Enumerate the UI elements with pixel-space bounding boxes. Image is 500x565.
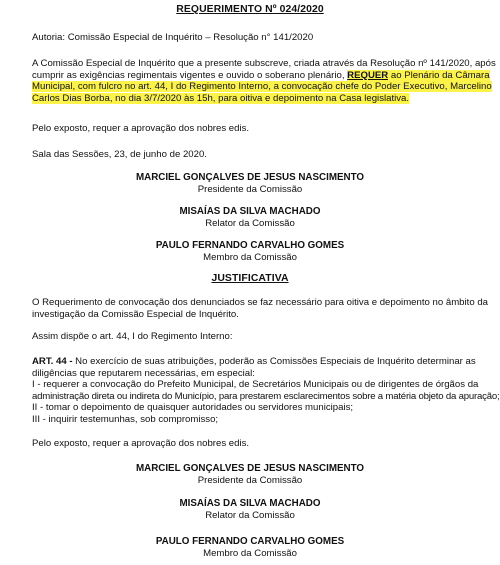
requer-keyword: REQUER — [347, 69, 389, 81]
signature-name-rapporteur: MISAÍAS DA SILVA MACHADO — [179, 206, 321, 217]
article-item-i-cont: administração direta ou indireta do Município, para prestarem esclarecimentos sobre a matéria objeto da apuração; — [32, 390, 500, 402]
article-item-ii: II - tomar o depoimento de quaisquer autoridades ou servidores municipais; — [32, 402, 354, 413]
signature-name-member: PAULO FERNANDO CARVALHO GOMES — [155, 240, 345, 251]
request-highlight-1: ao Plenário da Câmara — [388, 69, 490, 81]
justification-line-1: O Requerimento de convocação dos denunciados se faz necessário para oitiva e depoimento no âmbito da — [32, 297, 488, 308]
signature-role-rapporteur: Relator da Comissão — [205, 218, 295, 229]
session-date: Sala das Sessões, 23, de junho de 2020. — [32, 149, 207, 160]
signature-name-president-2: MARCIEL GONÇALVES DE JESUS NASCIMENTO — [135, 463, 365, 474]
justification-closing: Pelo exposto, requer a aprovação dos nobres edis. — [32, 438, 250, 449]
document-title: REQUERIMENTO Nº 024/2020 — [176, 4, 324, 15]
justification-title: JUSTIFICATIVA — [211, 273, 289, 284]
signature-name-member-2: PAULO FERNANDO CARVALHO GOMES — [155, 536, 345, 547]
article-intro: Assim dispõe o art. 44, I do Regimento Interno: — [32, 331, 233, 342]
justification-paragraph — [32, 297, 488, 320]
article-item-i: I - requerer a convocação do Prefeito Municipal, de Secretários Municipais ou de dirigentes de órgãos da — [32, 379, 479, 390]
request-line-2-text: cumprir as exigências regimentais vigentes e ouvido o soberano plenário, — [32, 69, 348, 81]
request-highlight-2: Municipal, com fulcro no art. 44, I do Regimento Interno, a convocação chefe do Poder Executivo, Marcelino — [32, 81, 492, 92]
article-label: ART. 44 - — [32, 356, 73, 367]
request-line-2 — [32, 69, 490, 82]
article-line-2: diligências que reputarem necessárias, em especial: — [32, 367, 255, 379]
request-highlight-3: Carlos Dias Borba, no dia 3/7/2020 às 15h, para oitiva e depoimento na Casa legislativa. — [32, 92, 410, 104]
signature-role-member: Membro da Comissão — [203, 252, 297, 263]
signature-role-president-2: Presidente da Comissão — [197, 475, 303, 486]
request-line-3 — [32, 81, 492, 93]
article-item-iii: III - inquirir testemunhas, sob compromisso; — [32, 413, 219, 425]
request-line-1: A Comissão Especial de Inquérito que a presente subscreve, criada através da Resolução nº 141/2020, após — [32, 58, 496, 69]
signature-name-rapporteur-2: MISAÍAS DA SILVA MACHADO — [179, 498, 321, 509]
signature-name-president: MARCIEL GONÇALVES DE JESUS NASCIMENTO — [135, 172, 365, 183]
signature-role-member-2: Membro da Comissão — [203, 548, 297, 559]
request-line-4 — [32, 93, 474, 105]
article-44-text — [32, 356, 500, 425]
authorship-line: Autoria: Comissão Especial de Inquérito – Resolução n° 141/2020 — [32, 32, 314, 43]
closing-line: Pelo exposto, requer a aprovação dos nobres edis. — [32, 123, 250, 134]
article-line-1-text: No exercício de suas atribuições, poderão as Comissões Especiais de Inquérito determinar as — [72, 356, 476, 367]
signature-role-rapporteur-2: Relator da Comissão — [205, 510, 295, 521]
signature-role-president: Presidente da Comissão — [197, 184, 303, 195]
justification-line-2: investigação da Comissão Especial de Inquérito. — [32, 308, 239, 320]
article-line-1 — [32, 356, 474, 368]
request-paragraph — [32, 58, 496, 104]
